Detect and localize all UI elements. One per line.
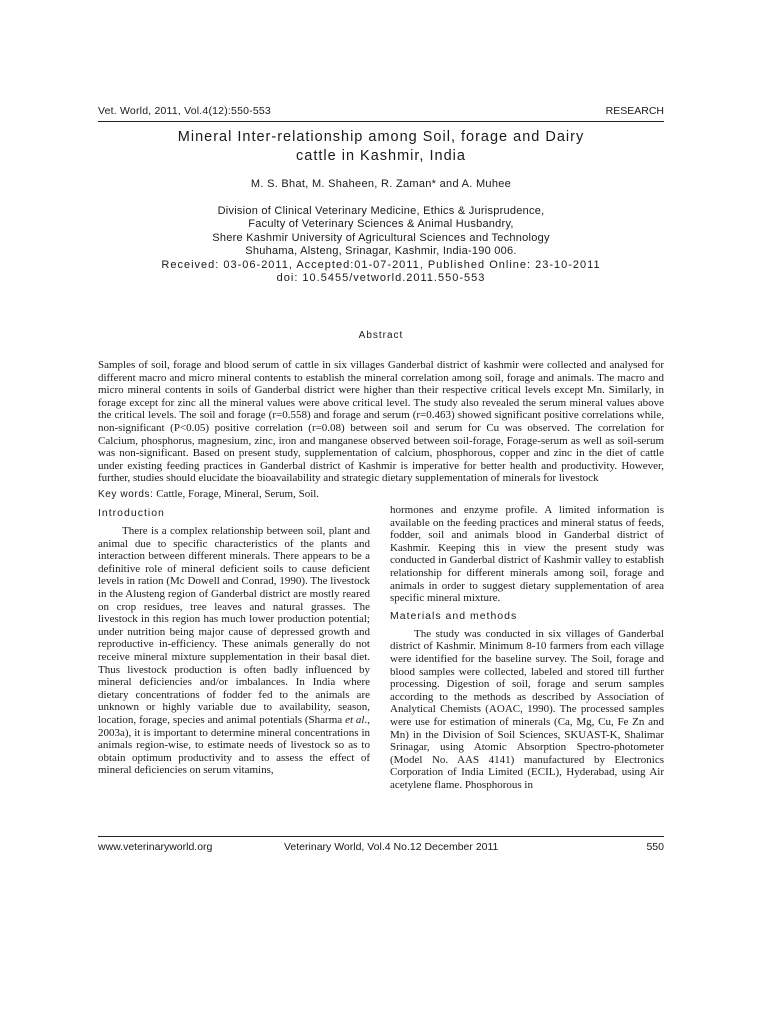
right-column (390, 504, 664, 791)
keywords (98, 488, 664, 500)
affiliation-line-3: Shere Kashmir University of Agricultural Sciences and Technology (212, 231, 550, 244)
left-column (98, 504, 370, 777)
methods-paragraph: The study was conducted in six villages of Ganderbal district of Kashmir. Minimum 8-10 farmers from each village were identified for the baseline survey. The Soil, forage and blood samples were collected, labeled and stored till further processing. Digestion of soil, forage and serum samples according to the methods as described by Association of Analytical Chemists (AOAC, 1990). The processed samples were use for estimation of minerals (Ca, Mg, Cu, Fe Zn and Mn) in the Division of Soil Sciences, SKUAST-K, Shalimar Srinagar, using Atomic Absorption Spectro-photometer (Model No. AAS 4141) manufactured by Electronics Corporation of India Limited (ECIL), Hyderabad, using Air acetylene flame. Phosphorous in (390, 627, 664, 791)
methods-heading: Materials and methods (390, 609, 518, 622)
doi: doi: 10.5455/vetworld.2011.550-553 (276, 272, 486, 285)
introduction-heading: Introduction (98, 507, 165, 519)
affiliation-block (98, 205, 664, 285)
author-list: M. S. Bhat, M. Shaheen, R. Zaman* and A. Muhee (250, 178, 512, 190)
publication-dates: Received: 03-06-2011, Accepted:01-07-2011, Published Online: 23-10-2011 (161, 258, 601, 271)
affiliation-line-4: Shuhama, Alsteng, Srinagar, Kashmir, India-190 006. (245, 245, 517, 258)
keywords-list: Cattle, Forage, Mineral, Serum, Soil. (156, 488, 320, 500)
footer-rule (98, 836, 664, 837)
intro-text-part-1: There is a complex relationship between soil, plant and animal due to specific characteristics of the plants and interaction between different minerals. There appears to be a definitive role of mineral deficient soils to cause deficient levels in ration (Mc Dowell and Conrad, 1990). The livestock in the Alusteng region of Ganderbal district are mostly reared on crop residues, tree leaves and natural grasses. The livestock in this region has much lower production potential; under nutrition being major cause of depressed growth and reproductive in-efficiency. These animals generally do not receive mineral mixture supplementation in their basal diet. Thus livestock production is often badly influenced by mineral deficiencies and/or imbalances. In India where dietary concentrations of fodder fed to the animals are unknown or highly variable due to availability, season, location, forage, species and animal potentials (Sharma (98, 525, 370, 726)
abstract-text: Samples of soil, forage and blood serum of cattle in six villages Ganderbal district of kashmir were collected and analysed for different macro and micro mineral contents to establish the mineral correlation among soil, forage and animals. The macro and micro mineral contents in soils of Ganderbal district were higher than their respective critical levels except Mn. Similarly, in forage except for zinc all the mineral values were above critical level. The study also revealed the serum mineral values above the critical levels. The soil and forage (r=0.558) and forage and serum (r=0.463) showed significant positive correlations while, non-significant (P<0.05) positive correlation (r=0.08) between soil and serum for Cu was observed. The correlation for Calcium, phosphorus, magnesium, zinc, iron and manganese observed between soil-forage, Forage-serum as well as soil-serum was non-significant. Based on present study, supplementation of calcium, phosphorous, copper and zinc in the diet of cattle under existing feeding practices in Ganderbal district of Kashmir is imperative for better health and productivity. However, further, studies should elucidate the bioavailability and strategic dietary supplementation of minerals for livestock (98, 359, 664, 485)
abstract-heading: Abstract (358, 330, 404, 341)
affiliation-line-1: Division of Clinical Veterinary Medicine, Ethics & Jurisprudence, (217, 205, 545, 217)
intro-text-etal: et al (345, 713, 365, 726)
article-type-label: RESEARCH (605, 105, 664, 117)
affiliation-line-2: Faculty of Veterinary Sciences & Animal Husbandry, (248, 218, 514, 231)
title-line-1: Mineral Inter-relationship among Soil, forage and Dairy (177, 129, 585, 145)
page-number: 550 (646, 841, 664, 853)
footer-website: www.veterinaryworld.org (98, 841, 213, 853)
introduction-continued: hormones and enzyme profile. A limited information is available on the feeding practices and mineral status of feeds, fodder, soil and animals blood in Ganderbal district of Kashmir. Keeping this in view the present study was conducted in Ganderbal district of Kashmir valley to establish relationship for different minerals among soil, forage and animals in order to suggest dietary supplementation of area specific mineral mixture. (390, 504, 664, 605)
footer-citation: Veterinary World, Vol.4 No.12 December 2011 (284, 841, 499, 853)
paper-title (98, 128, 664, 166)
introduction-paragraph (98, 525, 370, 777)
title-line-2: cattle in Kashmir, India (296, 148, 466, 164)
journal-reference: Vet. World, 2011, Vol.4(12):550-553 (98, 105, 271, 117)
header-rule (98, 121, 664, 122)
keywords-label: Key words: (98, 489, 154, 500)
intro-text-part-2: ., 2003a), it is important to determine mineral concentrations in animals region-wise, to estimate needs of livestock so as to obtain optimum productivity and to assess the effect of mineral deficiencies on serum vitamins, (98, 713, 370, 777)
